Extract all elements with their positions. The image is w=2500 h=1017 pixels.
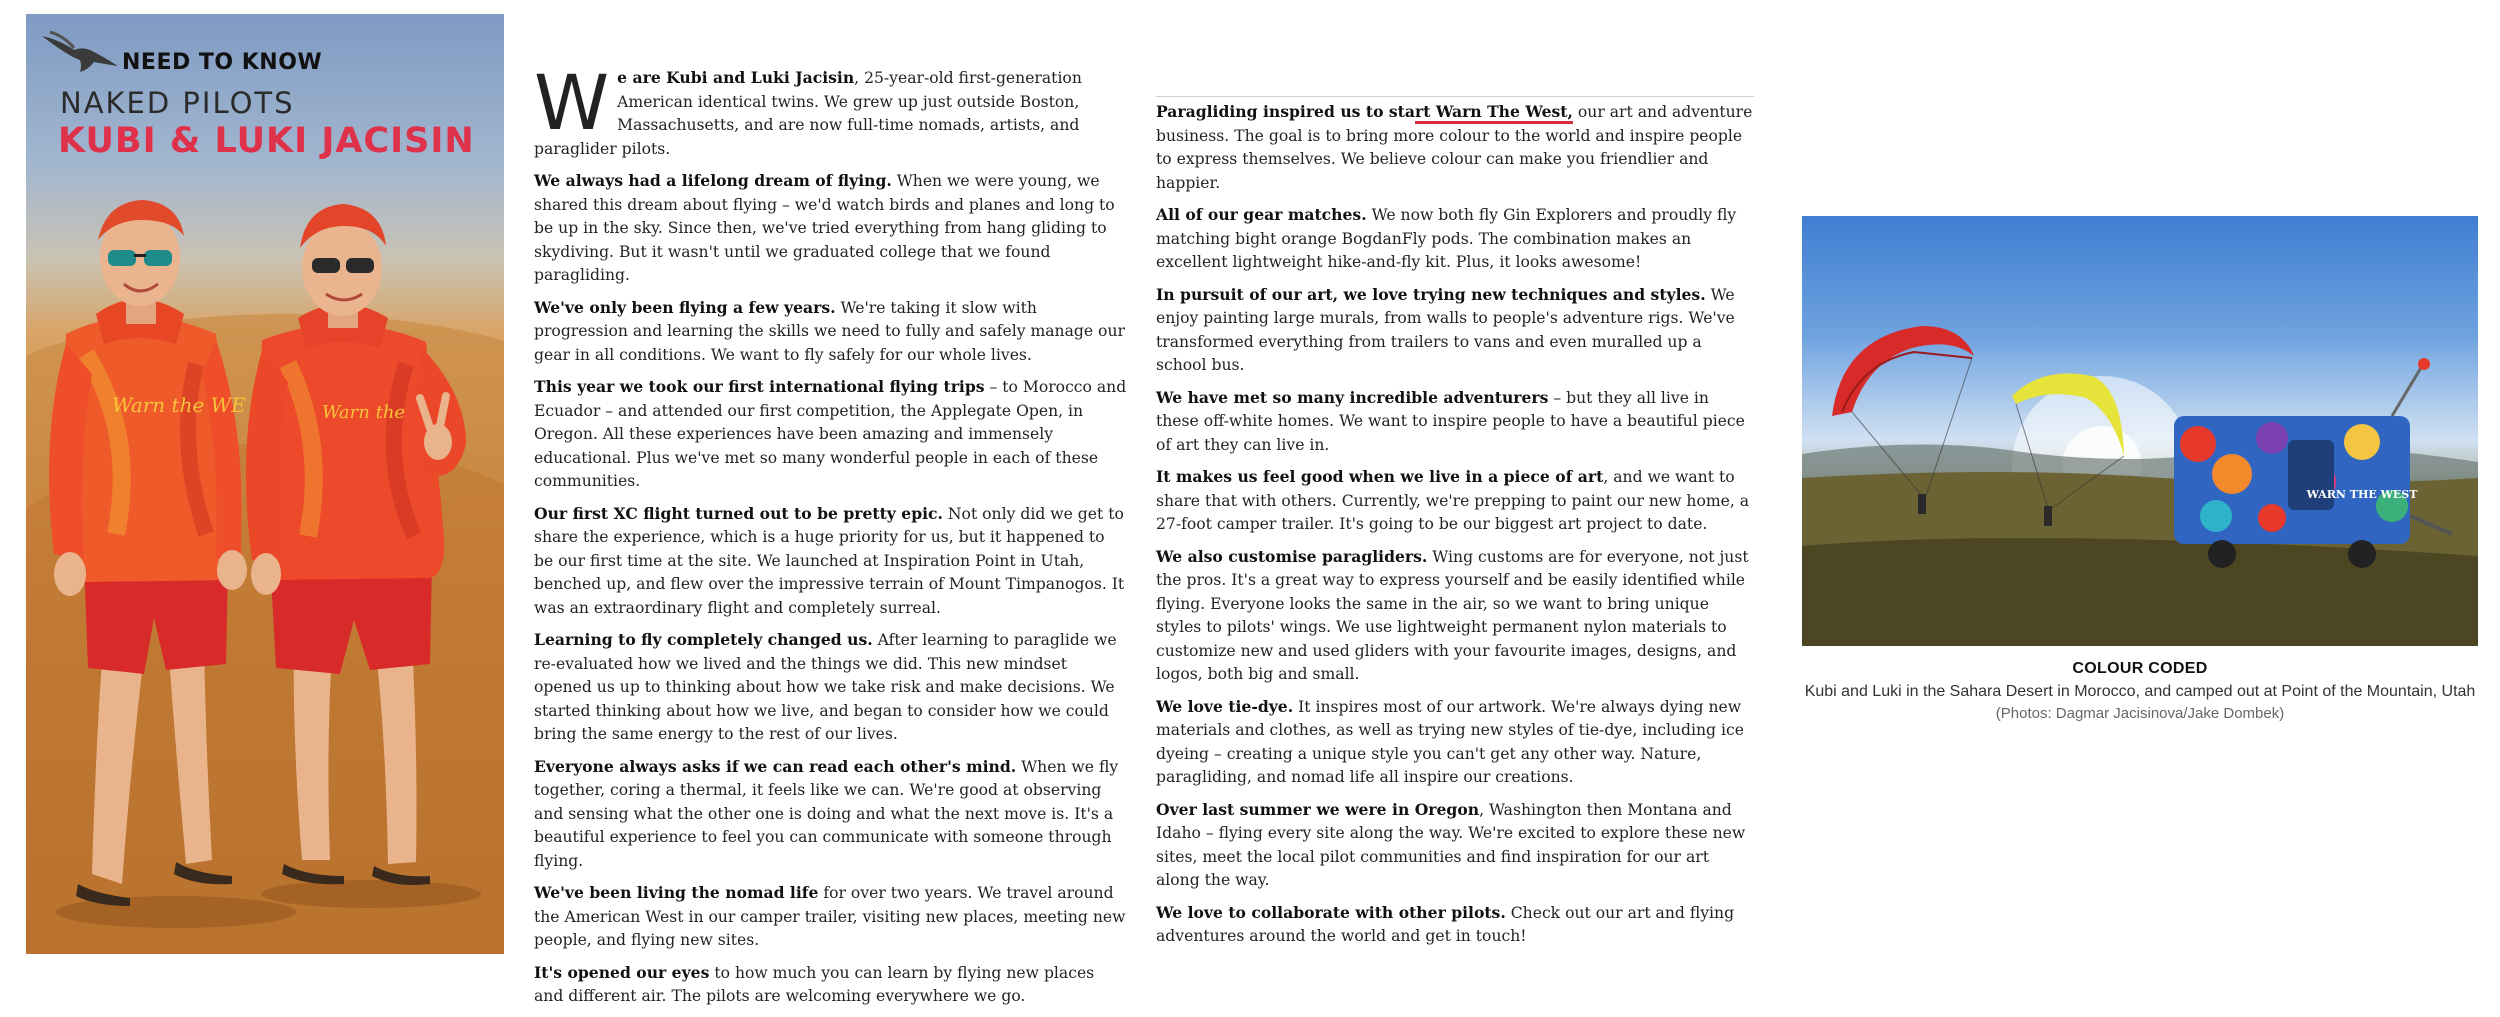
section-kicker: NEED TO KNOW [122, 50, 323, 75]
paragraph [1156, 100, 1754, 195]
paragraph-lead: We have met so many incredible adventurers [1156, 387, 1549, 407]
paragraph [534, 502, 1128, 621]
campsite-photo [1802, 216, 2478, 646]
photo-credit: (Photos: Dagmar Jacisinova/Jake Dombek) [1995, 705, 2285, 722]
paragraph-lead: Paragliding inspired us to sta [1156, 102, 1415, 121]
paragraph-body: We now both fly Gin Explorers and proudly fly matching bight orange BogdanFly pods. The combination makes an excellent lightweight hike-and-fly kit. Plus, it looks awesome! [1156, 206, 1737, 271]
paragraph-body: – but they all live in these off-white homes. We want to inspire people to have a beautiful piece of art they can live in. [1156, 388, 1745, 454]
paragraph-lead: Over last summer we were in Oregon [1156, 799, 1480, 819]
paragraph-body: When we were young, we shared this dream about flying – we'd watch birds and planes and long to be up in the sky. Since then, we've tried everything from hang gliding to skydiving. But it wasn't until we graduated college that we found paragliding. [534, 172, 1115, 284]
paragraph-body: We enjoy painting large murals, from walls to people's adventure rigs. We've transformed everything from trailers to vans and even muralled up a school bus. [1156, 285, 1735, 374]
paragraph-lead: We've been living the nomad life [534, 883, 819, 902]
photo-caption [1802, 660, 2478, 722]
paragraph-body: to how much you can learn by flying new places and different air. The pilots are welcoming everywhere we go. [534, 963, 1095, 1005]
article-column-1 [534, 58, 1128, 1017]
paragraph-body: , and we want to share that with others. Currently, we're prepping to paint our new home, a 27-foot camper trailer. It's going to be our biggest art project to date. [1156, 468, 1750, 533]
paragraph [534, 628, 1128, 747]
paragraph-lead: It's opened our eyes [534, 962, 710, 982]
paragraph-lead: It makes us feel good when we live in a piece of art [1156, 467, 1604, 486]
paragraph-body: – to Morocco and Ecuador – and attended our first competition, the Applegate Open, in Oregon. All these experiences have been amazing and immensely educational. Plus we've met so many wonderful people in each of these communities. [534, 378, 1127, 490]
paragraph [1156, 901, 1754, 949]
paragraph [1156, 283, 1754, 378]
paragraph [534, 58, 1128, 161]
paragraph-body: Not only did we get to share the experience, which is a huge priority for us, but it happened to be our first time at the site. We launched at Inspiration Point in Utah, benched up, and flew over the impressive terrain of Mount Timpanogos. It was an extraordinary flight and completely surreal. [534, 504, 1125, 617]
paragraph [534, 881, 1128, 953]
paragraph-lead: This year we took our first international flying trips [534, 377, 985, 396]
column-rule [1156, 96, 1754, 97]
hoodie-print: Warn the WE [112, 393, 246, 417]
paragraph-lead: We love to collaborate with other pilots. [1156, 902, 1506, 922]
paragraph [1156, 545, 1754, 687]
hoodie-print: Warn the [322, 402, 406, 423]
paragraph [1156, 695, 1754, 790]
paragraph-body: After learning to paraglide we re-evaluated how we lived and the things we did. This new mindset opened us up to thinking about how we take risk and make decisions. We started thinking about how we live, and began to consider how we could bring the same energy to the rest of our lives. [534, 631, 1117, 743]
paragraph-body: , Washington then Montana and Idaho – flying every site along the way. We're excited to explore these new sites, meet the local pilot communities and find inspiration for our art along the way. [1156, 800, 1746, 889]
paragraph [1156, 203, 1754, 275]
paragraph-lead: All of our gear matches. [1156, 205, 1367, 224]
series-title: NAKED PILOTS [60, 86, 295, 120]
paragraph [534, 755, 1128, 874]
article-column-2 [1156, 100, 1754, 957]
trailer-lettering: WARN THE WEST [2306, 488, 2418, 501]
paragraph [1156, 798, 1754, 893]
paraglider-bird-icon [40, 26, 120, 82]
paragraph [534, 961, 1128, 1009]
paragraph-lead: Learning to fly completely changed us. [534, 630, 873, 649]
paragraph [534, 375, 1128, 494]
paragraph-lead: We love tie-dye. [1156, 696, 1294, 716]
paragraph [1156, 465, 1754, 537]
paragraph-body: , 25-year-old first-generation American identical twins. We grew up just outside Boston, Massachusetts, and are now full-time nomads, artists, and paraglider pilots. [534, 69, 1082, 158]
twin-right [246, 204, 466, 885]
paragraph-lead: e are Kubi and Luki Jacisin [617, 68, 855, 87]
cover-photo-panel [26, 14, 504, 954]
paragraph-lead: We always had a lifelong dream of flying. [534, 171, 892, 190]
paragraph [534, 296, 1128, 368]
paragraph-body: When we fly together, coring a thermal, it feels like we can. We're good at observing and sensing what the other one is doing and what the next move is. It's a beautiful experience to feel you can communicate with someone through flying. [534, 757, 1119, 870]
paragraph-body: our art and adventure business. The goal is to bring more colour to the world and inspire people to express themselves. We believe colour can make you friendlier and happier. [1156, 103, 1753, 192]
paragraph [534, 169, 1128, 288]
twin-left [49, 200, 247, 906]
paragraph-body: We're taking it slow with progression and learning the skills we need to fully and safely manage our gear in all conditions. We want to fly safely for our whole lives. [534, 298, 1125, 364]
paragraph-lead: In pursuit of our art, we love trying new techniques and styles. [1156, 284, 1706, 304]
paragraph [1156, 386, 1754, 458]
drop-cap: W [534, 58, 610, 147]
warn-the-west-link[interactable]: rt Warn The West, [1415, 102, 1573, 124]
caption-title: COLOUR CODED [2072, 660, 2208, 677]
paragraph-body: It inspires most of our artwork. We're always dying new materials and clothes, as well as trying new styles of tie-dye, including ice dyeing – creating a unique style you can't get any other way. Nature, paragliding, and nomad life all inspire our creations. [1156, 697, 1744, 786]
pilot-names-title: KUBI & LUKI JACISIN [58, 121, 475, 161]
paragraph-lead: We've only been flying a few years. [534, 297, 836, 317]
paragraph-lead: Everyone always asks if we can read each other's mind. [534, 756, 1017, 776]
paragraph-lead: Our first XC flight turned out to be pretty epic. [534, 503, 943, 523]
paragraph-body: for over two years. We travel around the American West in our camper trailer, visiting new places, meeting new people, and flying new sites. [534, 884, 1126, 949]
caption-body: Kubi and Luki in the Sahara Desert in Morocco, and camped out at Point of the Mountain, Utah [1804, 683, 2476, 700]
paragraph-lead: We also customise paragliders. [1156, 546, 1428, 566]
campsite-illustration [1802, 216, 2478, 646]
paragraph-body: Wing customs are for everyone, not just the pros. It's a great way to express yourself and be easily identified while flying. Everyone looks the same in the air, so we want to bring unique styles to pilots' wings. We use lightweight permanent nylon materials to customize new and used gliders with your favourite images, designs, and logos, both big and small. [1156, 547, 1749, 683]
paragraph-body: Check out our art and flying adventures around the world and get in touch! [1156, 903, 1735, 945]
